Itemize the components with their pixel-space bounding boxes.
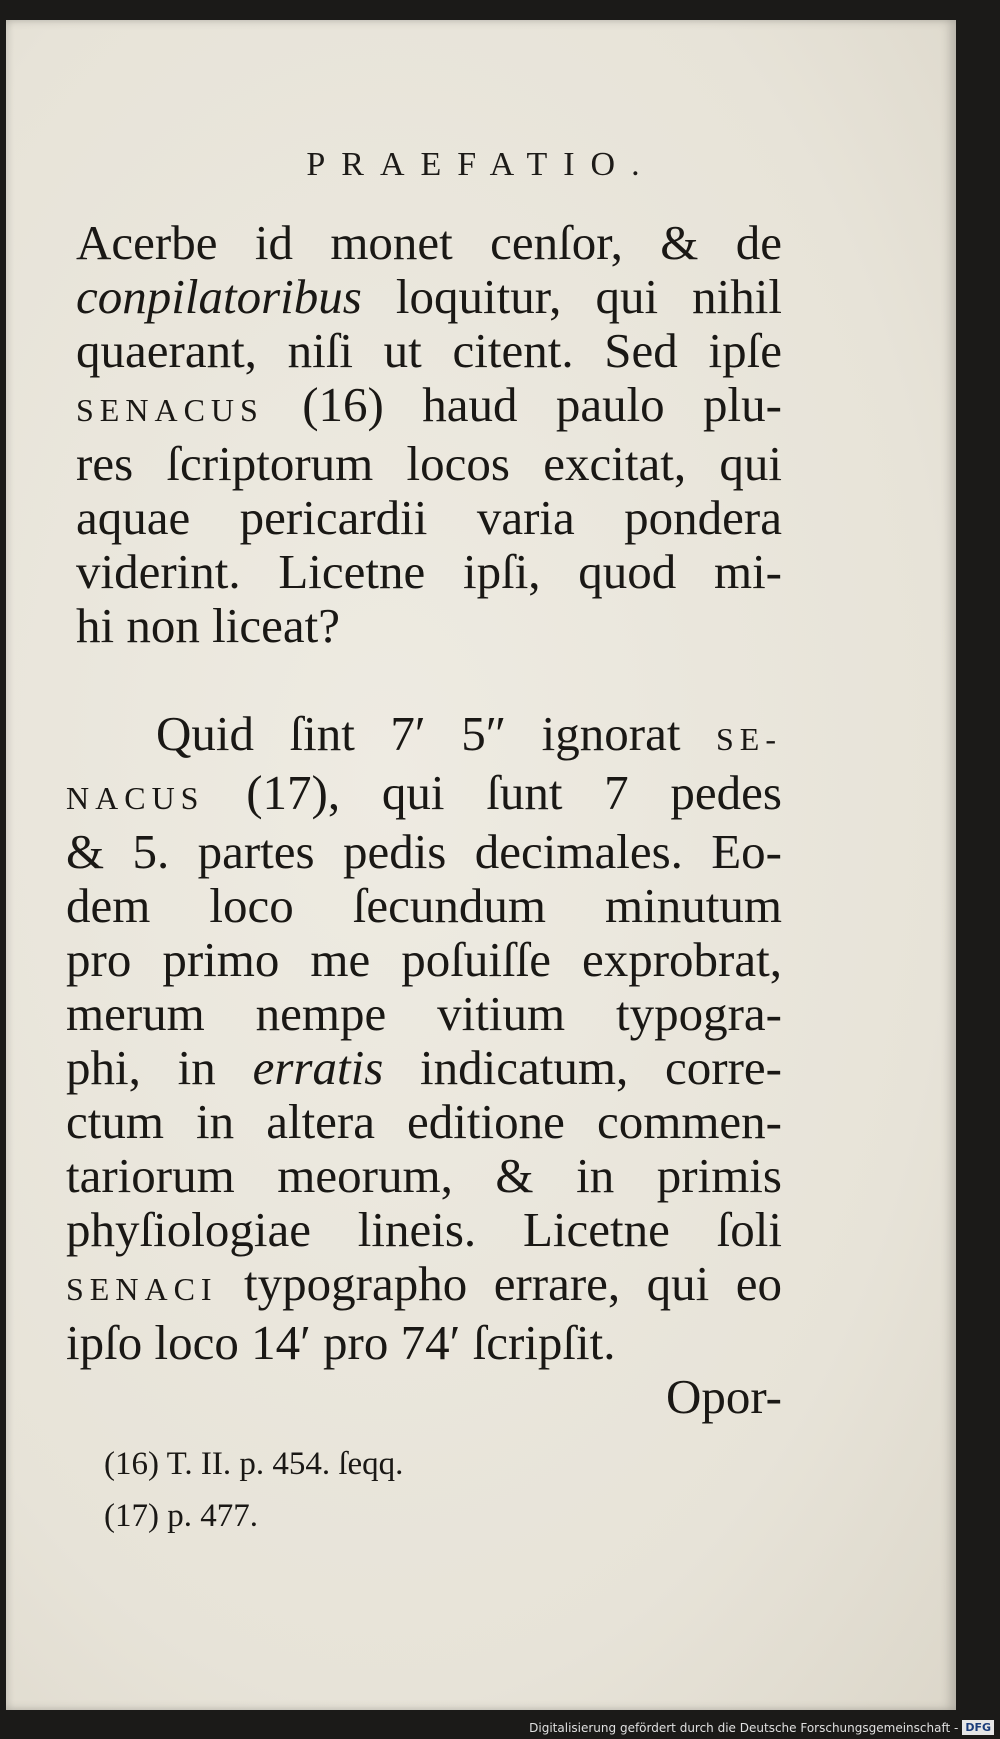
footnote: (16) T. II. p. 454. ſeqq. bbox=[104, 1446, 404, 1482]
text-run: (17), qui ſunt 7 pedes bbox=[204, 765, 782, 820]
text-line: tariorum meorum, & in primis bbox=[66, 1148, 782, 1203]
text-line: merum nempe vitium typogra- bbox=[66, 986, 782, 1041]
text-line: quaerant, niſi ut citent. Sed ipſe bbox=[76, 323, 782, 378]
text-run: (16) haud paulo plu- bbox=[263, 377, 782, 432]
running-head: PRAEFATIO. bbox=[306, 146, 656, 183]
italic-term: erratis bbox=[252, 1040, 384, 1095]
text-line: aquae pericardii varia pondera bbox=[76, 490, 782, 545]
text-line bbox=[66, 1257, 782, 1316]
text-line: pro primo me poſuiſſe exprobrat, bbox=[66, 932, 782, 987]
text-run: typographo errare, qui eo bbox=[217, 1256, 782, 1311]
paragraph-1 bbox=[76, 216, 782, 653]
small-caps-name: NACUS bbox=[66, 780, 205, 816]
text-run: Quid ſint 7′ 5″ ignorat bbox=[156, 706, 716, 761]
text-line: phyſiologiae lineis. Licetne ſoli bbox=[66, 1202, 782, 1257]
body-text bbox=[66, 216, 782, 1424]
text-line: ctum in altera editione commen- bbox=[66, 1094, 782, 1149]
dfg-logo: DFG bbox=[962, 1720, 994, 1735]
credit-text: Digitalisierung gefördert durch die Deutsche Forschungsgemeinschaft - bbox=[529, 1720, 959, 1735]
text-run: loquitur, qui nihil bbox=[361, 269, 782, 324]
small-caps-name: SENACUS bbox=[76, 392, 264, 428]
small-caps-name: SE- bbox=[716, 721, 782, 757]
footnotes bbox=[104, 1438, 403, 1542]
text-line bbox=[66, 766, 782, 825]
book-page bbox=[6, 20, 956, 1710]
text-line: hi non liceat? bbox=[76, 598, 340, 653]
text-line bbox=[76, 378, 782, 437]
digitization-credit bbox=[529, 1720, 994, 1735]
paragraph-2 bbox=[66, 707, 782, 1424]
text-run: indicatum, corre- bbox=[383, 1040, 783, 1095]
small-caps-name: SENACI bbox=[66, 1271, 218, 1307]
text-line: & 5. partes pedis decimales. Eo- bbox=[66, 824, 782, 879]
text-line: Acerbe id monet cenſor, & de bbox=[76, 215, 782, 270]
footnote: (17) p. 477. bbox=[104, 1498, 258, 1534]
text-line bbox=[66, 707, 782, 766]
text-line: viderint. Licetne ipſi, quod mi- bbox=[76, 544, 782, 599]
text-line bbox=[76, 270, 782, 324]
text-line: res ſcriptorum locos excitat, qui bbox=[76, 436, 782, 491]
text-line: dem loco ſecundum minutum bbox=[66, 878, 782, 933]
italic-term: conpilatoribus bbox=[76, 269, 362, 324]
text-run: phi, in bbox=[66, 1040, 253, 1095]
text-line: ipſo loco 14′ pro 74′ ſcripſit. bbox=[66, 1315, 616, 1370]
text-line bbox=[66, 1041, 782, 1095]
catchword: Opor- bbox=[665, 1369, 782, 1424]
